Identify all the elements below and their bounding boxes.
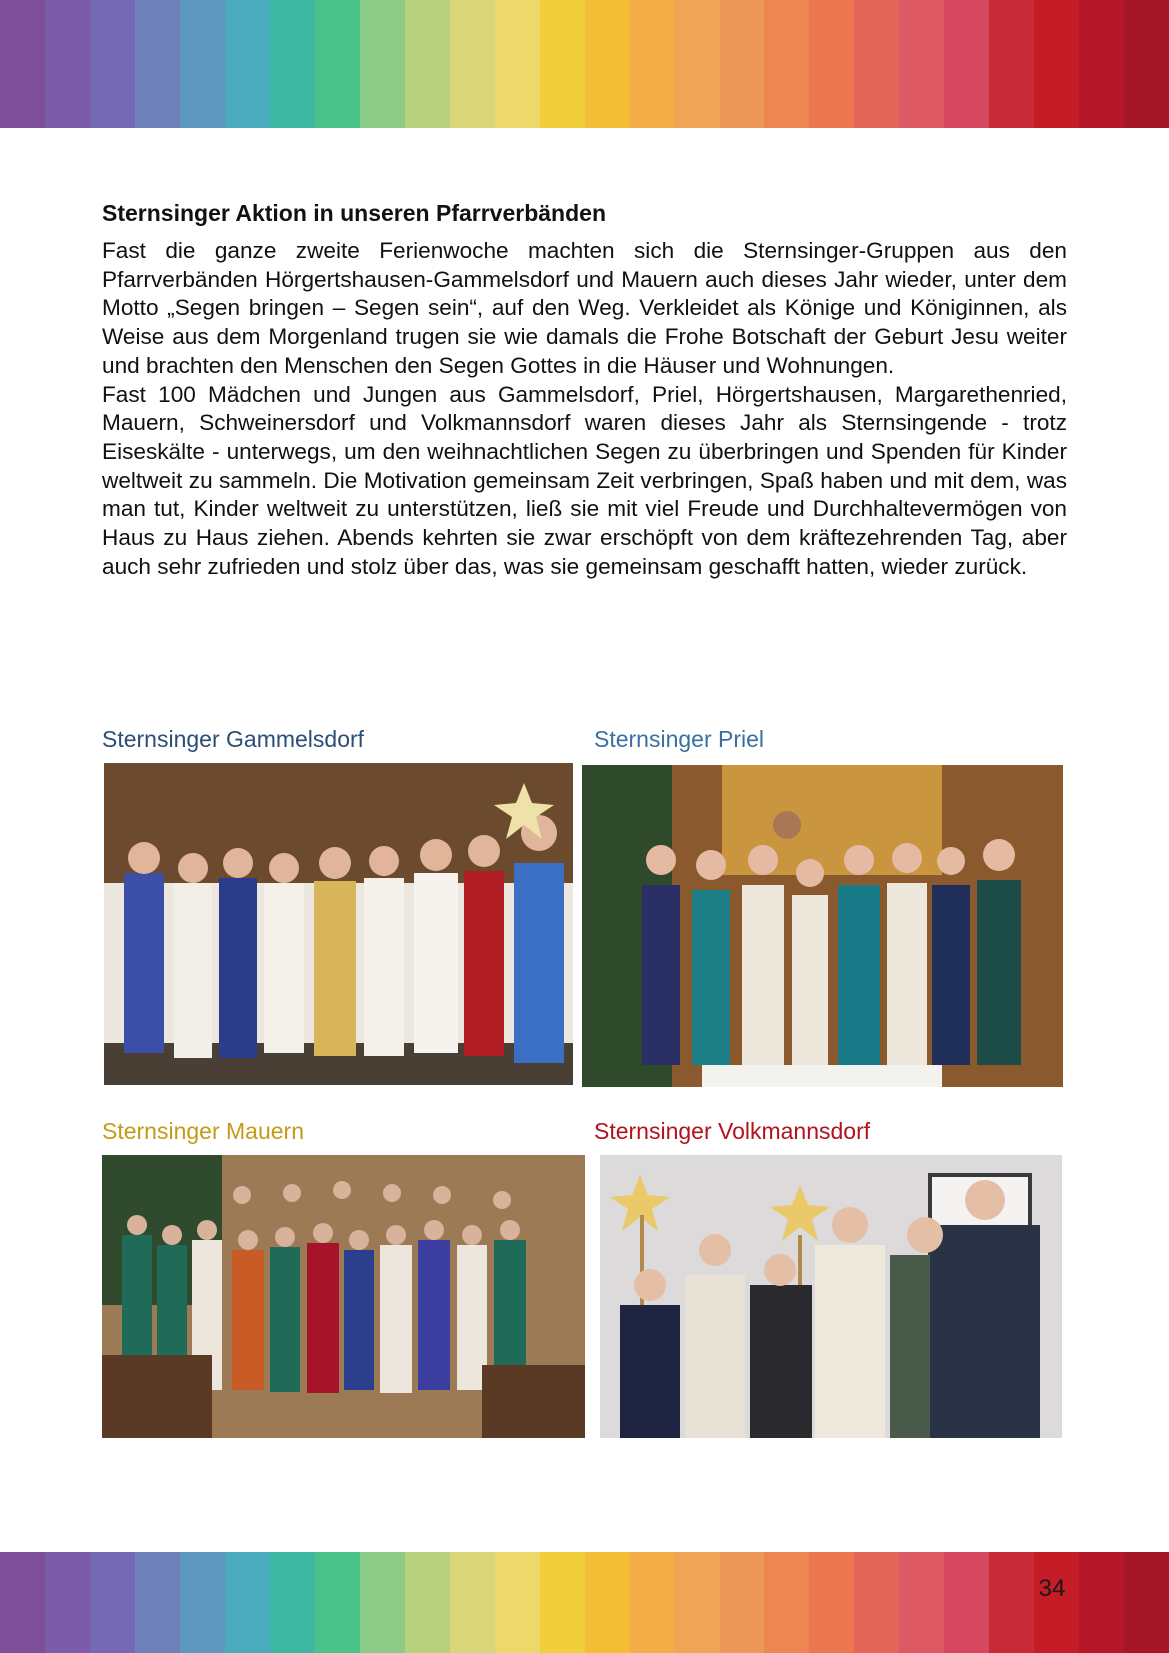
rainbow-stripe: [585, 0, 630, 128]
rainbow-stripe: [899, 0, 944, 128]
caption-priel: Sternsinger Priel: [594, 726, 765, 752]
photo-sternsinger-gammelsdorf: [104, 763, 573, 1085]
rainbow-stripe: [944, 1552, 989, 1653]
rainbow-stripe: [405, 0, 450, 128]
rainbow-stripe: [944, 0, 989, 128]
rainbow-stripe: [1079, 0, 1124, 128]
caption-volkmannsdorf: Sternsinger Volkmannsdorf: [594, 1118, 871, 1144]
rainbow-stripe: [180, 0, 225, 128]
caption-mauern: Sternsinger Mauern: [102, 1118, 304, 1144]
group-photo-illustration: [582, 765, 1063, 1087]
rainbow-stripe: [630, 1552, 675, 1653]
rainbow-stripe: [90, 0, 135, 128]
rainbow-stripe: [225, 0, 270, 128]
rainbow-stripe: [675, 0, 720, 128]
group-photo-illustration: [102, 1155, 585, 1438]
rainbow-stripe: [315, 1552, 360, 1653]
rainbow-stripe: [854, 1552, 899, 1653]
rainbow-stripe: [809, 1552, 854, 1653]
rainbow-stripe: [45, 0, 90, 128]
rainbow-stripe: [540, 1552, 585, 1653]
rainbow-stripe: [135, 1552, 180, 1653]
rainbow-stripe: [90, 1552, 135, 1653]
rainbow-stripe: [720, 1552, 765, 1653]
rainbow-stripe: [495, 0, 540, 128]
top-rainbow-band: [0, 0, 1169, 128]
rainbow-stripe: [225, 1552, 270, 1653]
article-title: Sternsinger Aktion in unseren Pfarrverbänden: [102, 200, 606, 226]
rainbow-stripe: [764, 1552, 809, 1653]
page-number: 34: [1038, 1575, 1066, 1602]
article-body: [102, 237, 1067, 581]
rainbow-stripe: [405, 1552, 450, 1653]
rainbow-stripe: [675, 1552, 720, 1653]
rainbow-stripe: [854, 0, 899, 128]
photo-sternsinger-mauern: [102, 1155, 585, 1438]
rainbow-stripe: [450, 0, 495, 128]
rainbow-stripe: [0, 0, 45, 128]
photo-sternsinger-volkmannsdorf: [600, 1155, 1062, 1438]
rainbow-stripe: [1124, 0, 1169, 128]
rainbow-stripe: [899, 1552, 944, 1653]
rainbow-stripe: [180, 1552, 225, 1653]
rainbow-stripe: [270, 0, 315, 128]
rainbow-stripe: [135, 0, 180, 128]
rainbow-stripe: [764, 0, 809, 128]
rainbow-stripe: [0, 1552, 45, 1653]
bottom-rainbow-band: [0, 1552, 1169, 1653]
rainbow-stripe: [270, 1552, 315, 1653]
group-photo-illustration: [104, 763, 573, 1085]
rainbow-stripe: [720, 0, 765, 128]
rainbow-stripe: [360, 1552, 405, 1653]
rainbow-stripe: [1034, 0, 1079, 128]
article-paragraph-2: Fast 100 Mädchen und Jungen aus Gammelsdorf, Priel, Hörgertshausen, Margarethenried, Mauern, Schweinersdorf und Volkmannsdorf waren dieses Jahr als Sternsingende - trotz Eiseskälte - unterwegs, um den weihnachtlichen Segen zu überbringen und Spenden für Kinder weltweit zu sammeln. Die Motivation gemeinsam Zeit verbringen, Spaß haben und mit dem, was man tut, Kinder weltweit zu unterstützen, ließ sie mit viel Freude und Durchhaltevermögen von Haus zu Haus ziehen. Abends kehrten sie zwar erschöpft von dem kräftezehrenden Tag, aber auch sehr zufrieden und stolz über das, was sie gemeinsam geschafft hatten, wieder zurück.: [102, 381, 1067, 579]
rainbow-stripe: [540, 0, 585, 128]
rainbow-stripe: [1124, 1552, 1169, 1653]
article-paragraph-1: Fast die ganze zweite Ferienwoche machten sich die Sternsinger-Gruppen aus den Pfarrverbänden Hörgertshausen-Gammelsdorf und Mauern auch dieses Jahr wieder, unter dem Motto „Segen bringen – Segen sein“, auf den Weg. Verkleidet als Könige und Königinnen, als Weise aus dem Morgenland trugen sie wie damals die Frohe Botschaft der Geburt Jesu weiter und brachten den Menschen den Segen Gottes in die Häuser und Wohnungen.: [102, 238, 1067, 378]
rainbow-stripe: [45, 1552, 90, 1653]
caption-gammelsdorf: Sternsinger Gammelsdorf: [102, 726, 365, 752]
rainbow-stripe: [630, 0, 675, 128]
group-photo-illustration: [600, 1155, 1062, 1438]
rainbow-stripe: [989, 0, 1034, 128]
rainbow-stripe: [495, 1552, 540, 1653]
rainbow-stripe: [315, 0, 360, 128]
rainbow-stripe: [360, 0, 405, 128]
photo-sternsinger-priel: [582, 765, 1063, 1087]
rainbow-stripe: [585, 1552, 630, 1653]
rainbow-stripe: [809, 0, 854, 128]
rainbow-stripe: [450, 1552, 495, 1653]
